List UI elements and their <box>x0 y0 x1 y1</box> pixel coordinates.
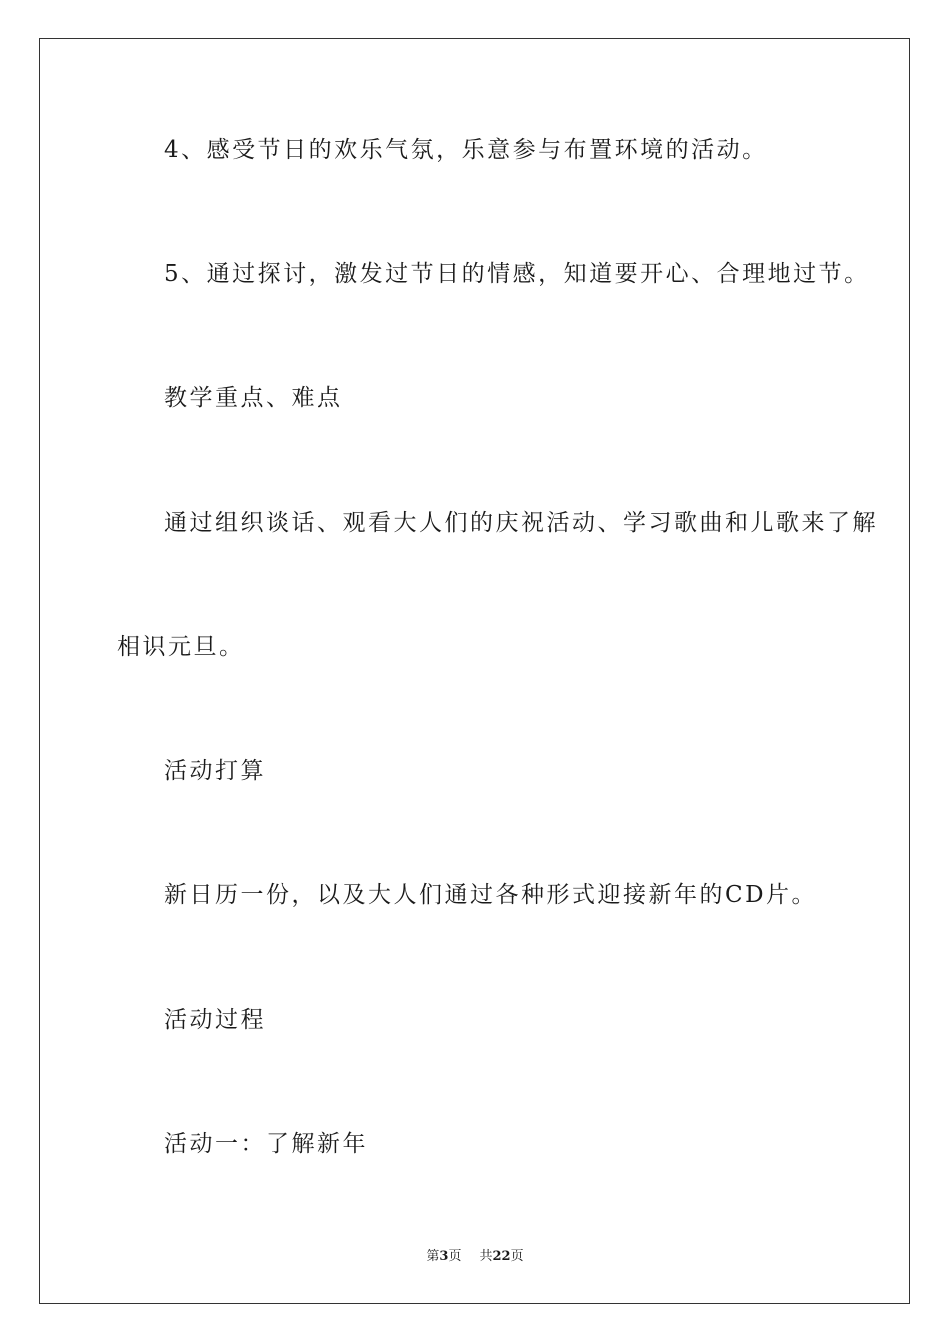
footer-page-suffix: 页 <box>448 1249 462 1264</box>
page-frame <box>39 38 910 1304</box>
paragraph-goal-4: 4、感受节日的欢乐气氛，乐意参与布置环境的活动。 <box>164 137 768 163</box>
paragraph-key-points-continued: 相识元旦。 <box>117 634 245 660</box>
page-footer <box>0 1250 950 1263</box>
heading-activity-preparation: 活动打算 <box>164 758 266 784</box>
heading-activity-one: 活动一：了解新年 <box>164 1131 368 1157</box>
paragraph-activity-preparation: 新日历一份，以及大人们通过各种形式迎接新年的CD片。 <box>164 882 818 908</box>
footer-page-number: 3 <box>439 1249 449 1264</box>
footer-total-number: 22 <box>492 1249 511 1264</box>
paragraph-goal-5: 5、通过探讨，激发过节日的情感，知道要开心、合理地过节。 <box>164 261 870 287</box>
heading-activity-process: 活动过程 <box>164 1007 266 1033</box>
footer-page-prefix: 第 <box>426 1249 440 1264</box>
footer-total-prefix: 共 <box>479 1249 493 1264</box>
footer-total-suffix: 页 <box>510 1249 524 1264</box>
heading-key-points: 教学重点、难点 <box>164 385 343 411</box>
paragraph-key-points: 通过组织谈话、观看大人们的庆祝活动、学习歌曲和儿歌来了解 <box>164 510 878 536</box>
